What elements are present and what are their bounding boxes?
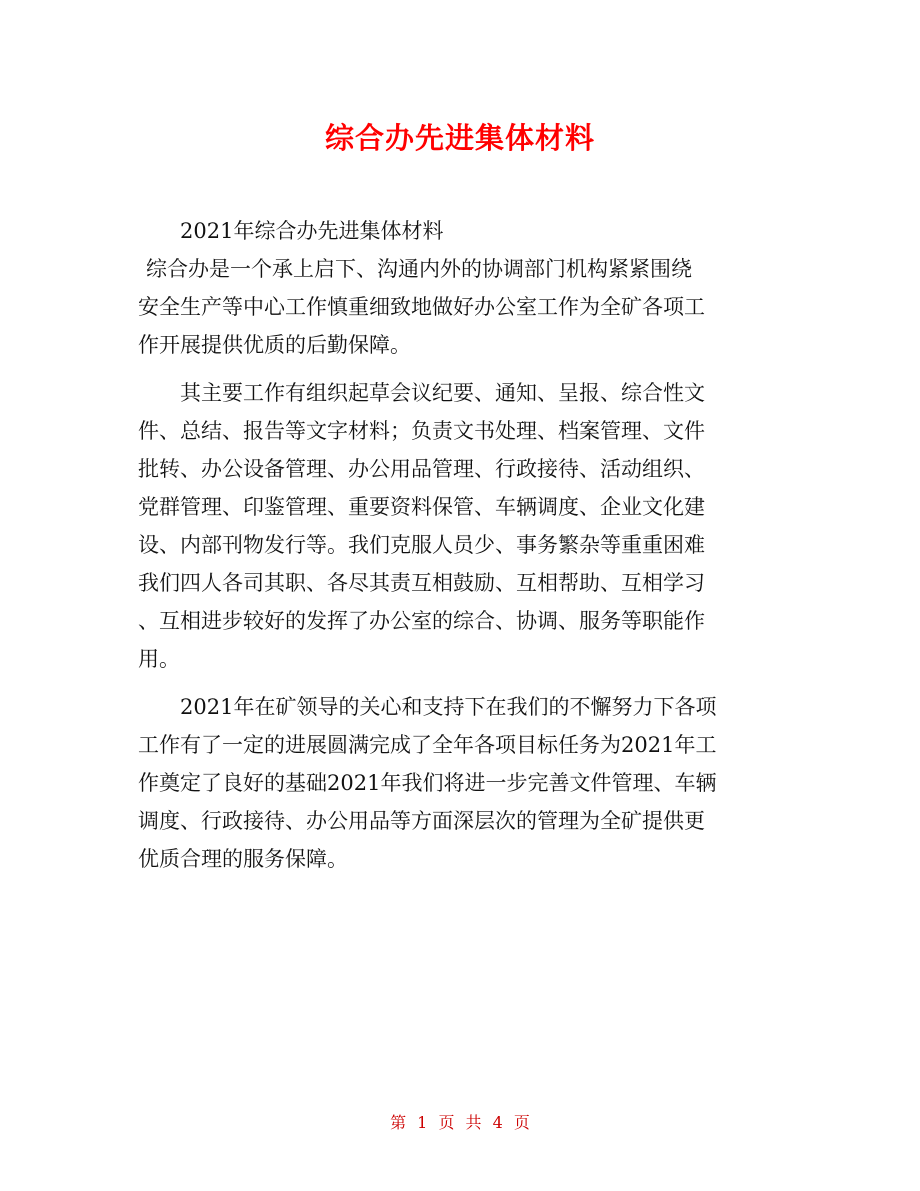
document-title: 综合办先进集体材料 xyxy=(324,121,595,155)
paragraph-3 xyxy=(138,688,786,878)
paragraph-line: 作奠定了良好的基础2021年我们将进一步完善文件管理、车辆 xyxy=(138,771,717,795)
page-number-footer: 第 1 页 共 4 页 xyxy=(390,1113,530,1132)
paragraph-line: 党群管理、印鉴管理、重要资料保管、车辆调度、企业文化建 xyxy=(138,495,705,519)
paragraph-line: 件、总结、报告等文字材料；负责文书处理、档案管理、文件 xyxy=(138,419,705,443)
paragraph-line: 工作有了一定的进展圆满完成了全年各项目标任务为2021年工 xyxy=(138,733,717,757)
paragraph-line: 综合办是一个承上启下、沟通内外的协调部门机构紧紧围绕 xyxy=(146,257,692,281)
paragraph-1 xyxy=(138,250,786,364)
paragraph-line: 2021年在矿领导的关心和支持下在我们的不懈努力下各项 xyxy=(180,695,717,719)
document-body xyxy=(138,212,786,878)
paragraph-line: 我们四人各司其职、各尽其责互相鼓励、互相帮助、互相学习 xyxy=(138,571,705,595)
paragraph-line: 用。 xyxy=(138,647,180,671)
paragraph-line: 作开展提供优质的后勤保障。 xyxy=(138,333,411,357)
paragraph-line: 其主要工作有组织起草会议纪要、通知、呈报、综合性文 xyxy=(180,381,705,405)
paragraph-line: 安全生产等中心工作慎重细致地做好办公室工作为全矿各项工 xyxy=(138,295,705,319)
paragraph-line: 设、内部刊物发行等。我们克服人员少、事务繁杂等重重困难 xyxy=(138,533,705,557)
heading-line: 2021年综合办先进集体材料 xyxy=(180,219,444,243)
paragraph-line: 调度、行政接待、办公用品等方面深层次的管理为全矿提供更 xyxy=(138,809,705,833)
paragraph-line: 、互相进步较好的发挥了办公室的综合、协调、服务等职能作 xyxy=(138,609,705,633)
paragraph-line: 批转、办公设备管理、办公用品管理、行政接待、活动组织、 xyxy=(138,457,705,481)
paragraph-2 xyxy=(138,374,786,678)
paragraph-line: 优质合理的服务保障。 xyxy=(138,847,348,871)
